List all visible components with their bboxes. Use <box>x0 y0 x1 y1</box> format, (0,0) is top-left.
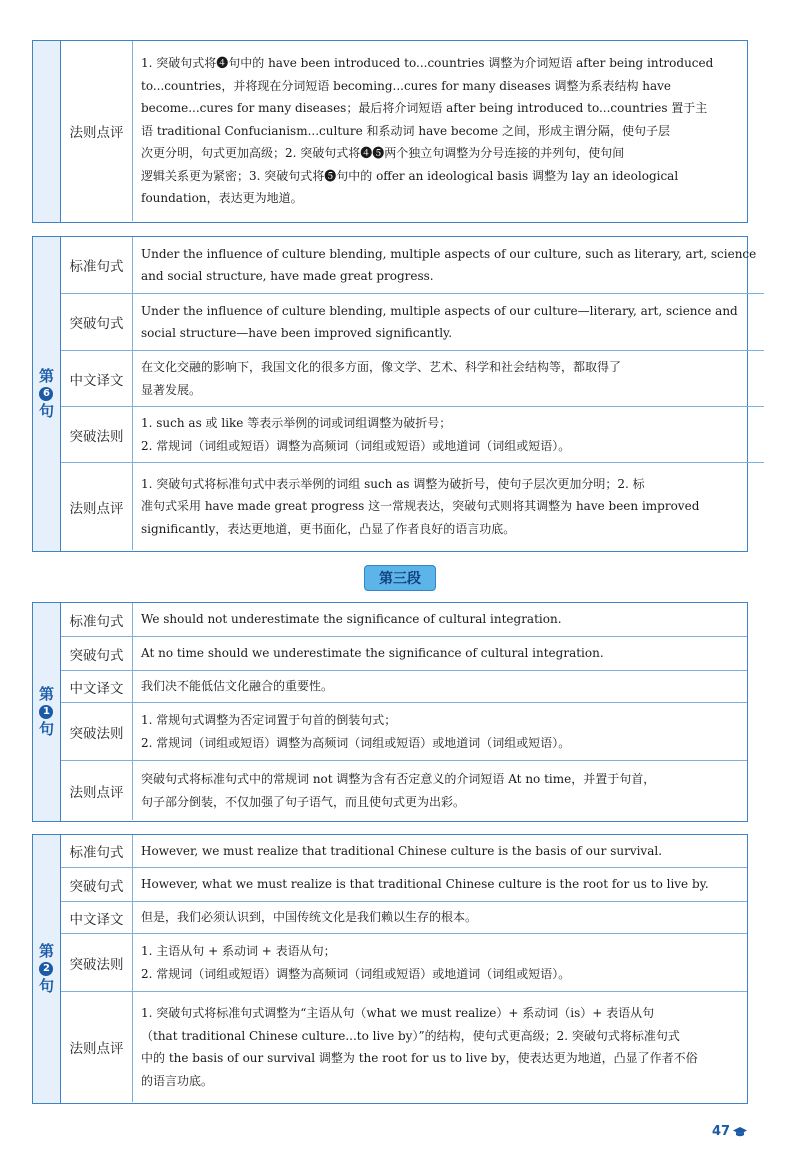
graduation-cap-icon <box>732 1126 748 1138</box>
row-text: 1. 主语从句 + 系动词 + 表语从句； 2. 常规词（词组或短语）调整为高频词（词组或短语）或地道词（词组或短语）。 <box>141 944 571 981</box>
row-standard <box>61 237 764 294</box>
text-line: 逻辑关系更为紧密；3. 突破句式将❺句中的 offer an ideological basis 调整为 lay an ideological <box>141 168 679 183</box>
text-line: become...cures for many diseases；最后将介词短语 after being introduced to...countries 置于主 <box>141 101 708 116</box>
row-text: Under the influence of culture blending, multiple aspects of our culture, such as literary, art, science and social structure, have made great progress. <box>141 246 757 283</box>
sentence-number-badge: 6 <box>39 387 53 401</box>
row-translation <box>61 902 747 934</box>
sentence-number-badge: 1 <box>39 705 53 719</box>
row-label: 突破法则 <box>61 703 133 760</box>
section-heading <box>330 566 470 590</box>
text-line: 次更分明，句式更加高级；2. 突破句式将❹❺两个独立句调整为分号连接的并列句，使句间 <box>141 146 625 161</box>
row-text: 但是，我们必须认识到，中国传统文化是我们赖以生存的根本。 <box>141 910 478 925</box>
block-sentence-2 <box>32 834 748 1104</box>
row-text: 1. 常规句式调整为否定词置于句首的倒装句式； 2. 常规词（词组或短语）调整为高频词（词组或短语）或地道词（词组或短语）。 <box>141 713 571 750</box>
row-label: 突破句式 <box>61 294 133 350</box>
row-rule-review <box>61 992 747 1102</box>
side-column <box>33 603 61 821</box>
sentence-number-label: 第 1 句 <box>38 684 54 738</box>
row-standard <box>61 603 747 637</box>
row-label: 突破句式 <box>61 868 133 901</box>
row-breakthrough <box>61 294 764 351</box>
row-text: 1. 突破句式将标准句式中表示举例的词组 such as 调整为破折号，使句子层次更加分明；2. 标 准句式采用 have made great progress 这一常规表达，突破句式则将其调整为 have been improved significantly，表达更地道，更书面化，凸显了作者良好的语言功底。 <box>141 476 700 536</box>
row-label: 法则点评 <box>61 761 133 820</box>
row-text: At no time should we underestimate the significance of cultural integration. <box>141 646 604 661</box>
row-standard <box>61 835 747 868</box>
row-breakthrough <box>61 637 747 671</box>
side-column <box>33 835 61 1103</box>
section-title: 第三段 <box>364 565 436 591</box>
row-rule-review <box>61 41 747 221</box>
row-rule-review <box>61 761 747 820</box>
row-text: 突破句式将标准句式中的常规词 not 调整为含有否定意义的介词短语 At no time，并置于句首， 句子部分倒装，不仅加强了句子语气，而且使句式更为出彩。 <box>141 772 656 809</box>
side-column <box>33 237 61 551</box>
row-translation <box>61 351 764 407</box>
row-rules <box>61 934 747 992</box>
side-column <box>33 41 61 222</box>
block-sentence-1 <box>32 602 748 822</box>
row-label: 突破法则 <box>61 934 133 991</box>
row-label: 法则点评 <box>61 463 133 550</box>
text-line: 语 traditional Confucianism...culture 和系动词 have become 之间，形成主谓分隔，使句子层 <box>141 123 670 138</box>
row-text: However, what we must realize is that traditional Chinese culture is the root for us to live by. <box>141 877 709 892</box>
row-text: 我们决不能低估文化融合的重要性。 <box>141 679 334 694</box>
row-text: Under the influence of culture blending, multiple aspects of our culture—literary, art, science and social structure—have been improved significantly. <box>141 303 738 340</box>
row-text: However, we must realize that traditional Chinese culture is the basis of our survival. <box>141 843 663 858</box>
text-line: foundation，表达更为地道。 <box>141 191 303 206</box>
row-rules <box>61 407 764 463</box>
row-label: 中文译文 <box>61 671 133 702</box>
text-line: 1. 突破句式将❹句中的 have been introduced to...countries 调整为介词短语 after being introduced <box>141 56 714 71</box>
row-text: 在文化交融的影响下，我国文化的很多方面，像文学、艺术、科学和社会结构等，都取得了 显著发展。 <box>141 360 622 397</box>
row-rules <box>61 703 747 761</box>
row-label: 法则点评 <box>61 992 133 1102</box>
row-translation <box>61 671 747 703</box>
row-label: 标准句式 <box>61 237 133 293</box>
row-text: 1. such as 或 like 等表示举例的词或词组调整为破折号； 2. 常规词（词组或短语）调整为高频词（词组或短语）或地道词（词组或短语）。 <box>141 416 571 453</box>
block-sentence-6 <box>32 236 757 552</box>
block-sentence-5-review <box>32 40 748 223</box>
row-label: 突破法则 <box>61 407 133 462</box>
sentence-number-badge: 2 <box>39 962 53 976</box>
row-label: 中文译文 <box>61 902 133 933</box>
row-label: 标准句式 <box>61 835 133 867</box>
sentence-number-label: 第 6 句 <box>38 366 54 420</box>
sentence-number-label: 第 2 句 <box>38 941 54 995</box>
row-text: 1. 突破句式将标准句式调整为“主语从句（what we must realize）+ 系动词（is）+ 表语从句 （that traditional Chinese culture...to live by）”的结构，使句式更高级；2. 突破句式将标准句式 中的 the basis of our survival 调整为 the root for us to live by，使表达更为地道，凸显了作者不俗 的语言功底。 <box>141 1006 698 1088</box>
text-line: to...countries，并将现在分词短语 becoming...cures for many diseases 调整为系表结构 have <box>141 78 672 93</box>
row-label: 突破句式 <box>61 637 133 670</box>
row-label: 法则点评 <box>61 41 133 221</box>
page-number: 47 <box>712 1124 748 1139</box>
row-label: 标准句式 <box>61 603 133 636</box>
row-breakthrough <box>61 868 747 902</box>
row-text <box>133 41 747 221</box>
row-text: We should not underestimate the significance of cultural integration. <box>141 612 562 627</box>
row-label: 中文译文 <box>61 351 133 406</box>
row-rule-review <box>61 463 764 550</box>
